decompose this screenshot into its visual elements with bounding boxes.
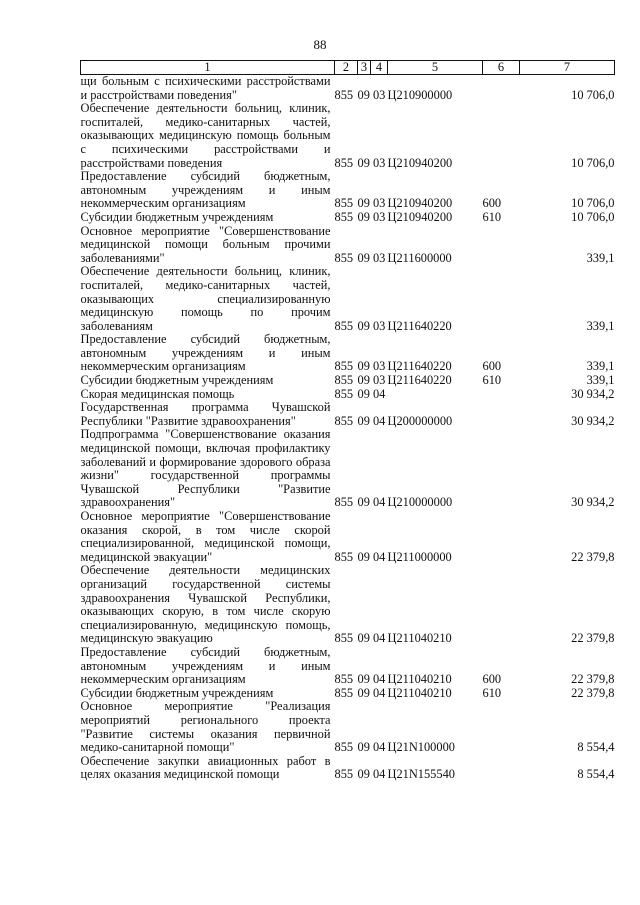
row-name: Обеспечение деятельности больниц, клиник, госпиталей, медико-санитарных частей, оказывающих медицинскую помощь больным с психическими расстройствами и расстройствами поведения	[80, 101, 331, 170]
row-expense-type	[483, 388, 520, 402]
row-amount: 22 379,8	[571, 549, 615, 564]
row-expense-type	[483, 564, 520, 646]
row-section-code: 09 04	[357, 740, 386, 755]
row-name: Основное мероприятие "Совершенствование медицинской помощи больным прочими заболеваниями"	[80, 223, 331, 265]
row-target-code: Ц21N100000	[387, 740, 455, 755]
row-expense-type	[483, 102, 520, 170]
row-amount: 30 934,2	[571, 386, 615, 401]
table-row	[81, 646, 615, 687]
header-col-2: 2	[335, 61, 358, 75]
row-target-code	[388, 388, 483, 402]
table-row	[81, 170, 615, 211]
row-amount: 22 379,8	[571, 685, 615, 700]
row-expense-type	[483, 755, 520, 782]
row-admin-code: 855	[334, 672, 354, 687]
row-admin-code: 855	[334, 359, 354, 374]
header-col-7: 7	[520, 61, 615, 75]
row-target-code: Ц210900000	[387, 87, 453, 102]
table-row	[81, 225, 615, 266]
row-target-code: Ц211000000	[387, 549, 452, 564]
header-row	[81, 61, 615, 75]
row-section-code: 09 03	[357, 196, 386, 211]
row-name: Субсидии бюджетным учреждениям	[80, 209, 274, 224]
row-amount: 10 706,0	[571, 155, 615, 170]
row-expense-type: 610	[482, 685, 502, 700]
table-row	[81, 755, 615, 782]
row-section-code: 09 03	[357, 250, 386, 265]
row-target-code: Ц210000000	[387, 495, 453, 510]
row-admin-code: 855	[334, 87, 354, 102]
header-col-6: 6	[483, 61, 520, 75]
row-amount: 339,1	[586, 359, 615, 374]
table-row	[81, 265, 615, 333]
row-admin-code: 855	[334, 740, 354, 755]
row-admin-code: 855	[334, 209, 354, 224]
row-section-code: 09 03	[357, 209, 386, 224]
row-section-code: 09 04	[357, 495, 386, 510]
row-admin-code: 855	[334, 631, 354, 646]
row-amount: 339,1	[586, 373, 615, 388]
row-amount: 10 706,0	[571, 87, 615, 102]
row-amount: 8 554,4	[577, 740, 615, 755]
row-admin-code: 855	[334, 155, 354, 170]
row-amount: 30 934,2	[571, 495, 615, 510]
table-row	[81, 510, 615, 564]
row-admin-code: 855	[334, 373, 354, 388]
header-col-1: 1	[81, 61, 335, 75]
row-admin-code: 855	[334, 250, 354, 265]
row-target-code: Ц211640220	[387, 373, 452, 388]
row-expense-type: 600	[482, 359, 502, 374]
row-expense-type: 610	[482, 209, 502, 224]
row-amount: 8 554,4	[577, 767, 615, 782]
row-expense-type: 610	[482, 373, 502, 388]
row-section-code: 09 03	[357, 373, 386, 388]
row-expense-type	[483, 401, 520, 428]
row-target-code: Ц21N155540	[387, 767, 455, 782]
row-name: Основное мероприятие "Совершенствование оказания скорой, в том числе скорой специализированной, медицинской помощи, медицинской эвакуации"	[80, 509, 331, 564]
row-target-code: Ц211040210	[387, 685, 452, 700]
row-section-code: 09 04	[357, 386, 386, 401]
row-name: Обеспечение закупки авиационных работ в целях оказания медицинской помощи	[80, 753, 331, 782]
row-name: Обеспечение деятельности больниц, клиник, госпиталей, медико-санитарных частей, оказывающих специализированную медицинскую помощь по прочим заболеваниям	[80, 264, 331, 333]
table-row	[81, 388, 615, 402]
row-target-code: Ц211040210	[387, 631, 452, 646]
table-row	[81, 401, 615, 428]
table-row	[81, 374, 615, 388]
row-section-code: 09 04	[357, 685, 386, 700]
row-amount: 10 706,0	[571, 196, 615, 211]
row-name: Обеспечение деятельности медицинских организаций государственной системы здравоохранения Чувашской Республики, оказывающих скорую, в том числе скорую специализированную, медицинскую помощь, медицинскую эвакуацию	[80, 563, 331, 646]
row-admin-code: 855	[334, 495, 354, 510]
row-expense-type: 600	[482, 672, 502, 687]
row-expense-type	[483, 510, 520, 564]
row-expense-type	[483, 265, 520, 333]
row-section-code: 09 04	[357, 549, 386, 564]
row-name: Скорая медицинская помощь	[80, 386, 235, 401]
row-name: Предоставление субсидий бюджетным, автономным учреждениям и иным некоммерческим организациям	[80, 644, 331, 687]
table-row	[81, 75, 615, 103]
row-section-code: 09 03	[357, 155, 386, 170]
row-name: Предоставление субсидий бюджетным, автономным учреждениям и иным некоммерческим организациям	[80, 169, 331, 211]
row-amount: 30 934,2	[571, 413, 615, 428]
row-amount: 339,1	[586, 318, 615, 333]
table-row	[81, 687, 615, 701]
row-amount: 339,1	[586, 250, 615, 265]
row-target-code: Ц211640220	[387, 359, 452, 374]
row-admin-code: 855	[334, 549, 354, 564]
row-name: щи больным с психическими расстройствами и расстройствами поведения"	[80, 74, 331, 102]
budget-table	[80, 60, 615, 782]
row-amount: 22 379,8	[571, 631, 615, 646]
row-expense-type	[483, 225, 520, 266]
row-target-code: Ц211600000	[387, 250, 452, 265]
row-name: Субсидии бюджетным учреждениям	[80, 685, 274, 700]
row-target-code: Ц210940200	[387, 209, 453, 224]
row-amount: 22 379,8	[571, 672, 615, 687]
row-admin-code: 855	[334, 685, 354, 700]
row-name: Государственная программа Чувашской Республики "Развитие здравоохранения"	[80, 400, 331, 428]
table-row	[81, 102, 615, 170]
row-section-code: 09 04	[357, 767, 386, 782]
row-admin-code: 855	[334, 318, 354, 333]
row-target-code: Ц210940200	[387, 196, 453, 211]
row-target-code: Ц210940200	[387, 155, 453, 170]
row-section-code: 09 03	[357, 359, 386, 374]
row-target-code: Ц211640220	[387, 318, 452, 333]
row-name: Предоставление субсидий бюджетным, автономным учреждениям и иным некоммерческим организациям	[80, 332, 331, 374]
row-section-code: 09 04	[357, 631, 386, 646]
row-target-code: Ц211040210	[387, 672, 452, 687]
row-admin-code: 855	[334, 196, 354, 211]
row-name: Субсидии бюджетным учреждениям	[80, 373, 274, 388]
table-row	[81, 428, 615, 510]
table-row	[81, 211, 615, 225]
page-number: 88	[313, 37, 327, 52]
row-expense-type	[483, 428, 520, 510]
row-admin-code: 855	[334, 413, 354, 428]
row-admin-code: 855	[334, 767, 354, 782]
table-row	[81, 700, 615, 754]
row-section-code: 09 03	[357, 318, 386, 333]
table-row	[81, 564, 615, 646]
row-name: Подпрограмма "Совершенствование оказания медицинской помощи, включая профилактику заболеваний и формирование здорового образа жизни" государственной программы Чувашской Республики "Развитие здравоохранения"	[80, 427, 331, 510]
header-col-4: 4	[371, 61, 388, 75]
row-expense-type	[483, 75, 520, 103]
row-section-code: 09 04	[357, 672, 386, 687]
row-expense-type	[483, 700, 520, 754]
row-name: Основное мероприятие "Реализация мероприятий регионального проекта "Развитие системы оказания первичной медико-санитарной помощи"	[80, 699, 331, 755]
row-amount: 10 706,0	[571, 209, 615, 224]
header-col-5: 5	[388, 61, 483, 75]
row-admin-code: 855	[334, 386, 354, 401]
row-expense-type: 600	[482, 196, 502, 211]
row-section-code: 09 03	[357, 87, 386, 102]
table-row	[81, 333, 615, 374]
row-section-code: 09 04	[357, 413, 386, 428]
header-col-3: 3	[358, 61, 371, 75]
row-target-code: Ц200000000	[387, 413, 453, 428]
